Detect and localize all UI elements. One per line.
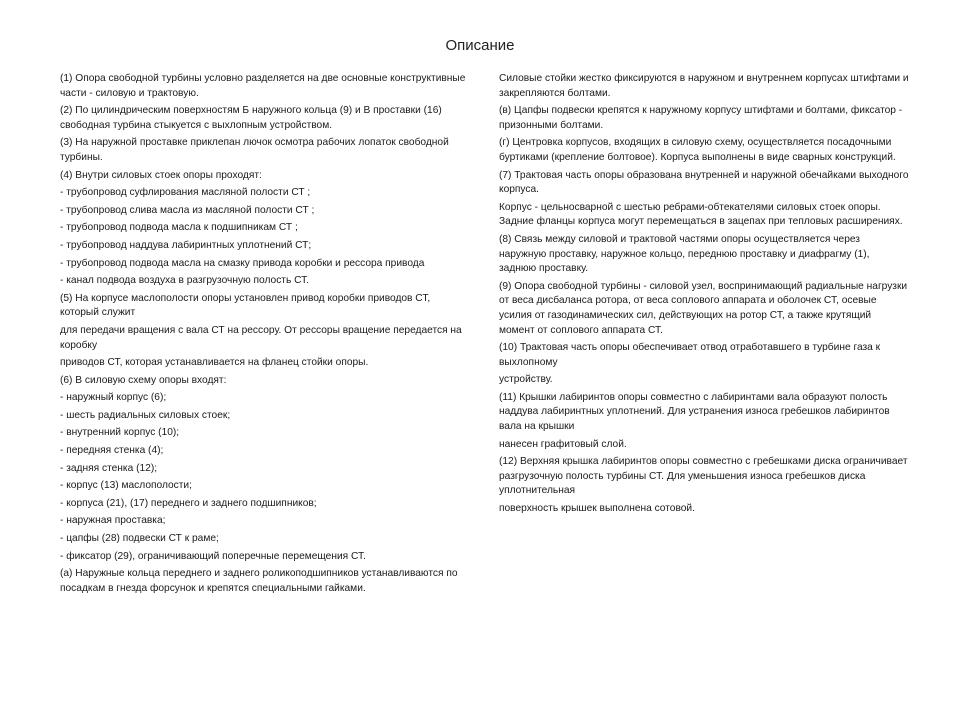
paragraph: (1) Опора свободной турбины условно разделяется на две основные конструктивные части - силовую и трактовую. [60,73,466,99]
paragraph: для передачи вращения с вала СТ на рессору. От рессоры вращение передается на коробку [60,324,462,351]
list-item: - канал подвода воздуха в разгрузочную полость СТ. [60,275,310,287]
paragraph: (12) Верхняя крышка лабиринтов опоры совместно с гребешками диска ограничивает разгрузочную полость турбины СТ. Для уменьшения износа гребешков диска уплотнительная [499,456,908,497]
list-item: - фиксатор (29), ограничивающий поперечные перемещения СТ. [60,550,366,562]
paragraph: Силовые стойки жестко фиксируются в наружном и внутреннем корпусах штифтами и закрепляются болтами. [499,73,909,99]
paragraph: (8) Связь между силовой и трактовой частями опоры осуществляется через наружную проставку, наружное кольцо, переднюю проставку и диафрагму (1), заднюю проставку. [499,233,870,275]
list-item: - корпуса (21), (17) переднего и заднего подшипников; [60,497,317,509]
paragraph: (6) В силовую схему опоры входят: [60,374,227,386]
paragraph: поверхность крышек выполнена сотовой. [499,503,695,515]
page-title: Описание [445,37,515,54]
paragraph: (г) Центровка корпусов, входящих в силовую схему, осуществляется посадочными буртиками (крепление болтовое). Корпуса выполнены в виде сварных конструкций. [499,137,896,163]
list-item: - трубопровод наддува лабиринтных уплотнений СТ; [60,239,312,251]
paragraph: (5) На корпусе маслополости опоры установлен привод коробки приводов СТ, который служит [60,292,431,319]
list-item: - трубопровод суфлирования масляной полости СТ ; [60,187,311,199]
list-item: - цапфы (28) подвески СТ к раме; [60,533,219,545]
list-item: - внутренний корпус (10); [60,427,180,439]
paragraph: (3) На наружной проставке приклепан лючок осмотра рабочих лопаток свободной турбины. [60,137,449,163]
paragraph: (11) Крышки лабиринтов опоры совместно с лабиринтами вала образуют полость наддува лабиринтных уплотнений. Для устранения износа гребешков лабиринтов вала на крышки [499,391,890,433]
paragraph: (2) По цилиндрическим поверхностям Б наружного кольца (9) и В проставки (16) свободная турбина стыкуется с выхлопным устройством. [60,105,442,131]
paragraph: (4) Внутри силовых стоек опоры проходят: [60,169,262,181]
list-item: - задняя стенка (12); [60,462,158,474]
paragraph: (9) Опора свободной турбины - силовой узел, воспринимающий радиальные нагрузки от веса дисбаланса ротора, от веса соплового аппарата и оболочек СТ, осевые усилия от газодинамических сил, действующих на ротор СТ, а также крутящий момент от соплового аппарата СТ. [499,280,908,336]
left-column [60,72,470,599]
list-item: - трубопровод подвода масла на смазку привода коробки и рессора привода [60,257,425,269]
paragraph: устройству. [499,374,553,386]
paragraph: (10) Трактовая часть опоры обеспечивает отвод отработавшего в турбине газа к выхлопному [499,342,881,368]
list-item: - передняя стенка (4); [60,445,164,457]
right-column [499,72,909,520]
paragraph: (7) Трактовая часть опоры образована внутренней и наружной обечайками выходного корпуса. [499,169,909,196]
list-item: - трубопровод подвода масла к подшипникам СТ ; [60,222,298,234]
list-item: - наружный корпус (6); [60,392,167,404]
list-item: - трубопровод слива масла из масляной полости СТ ; [60,204,315,216]
list-item: - корпус (13) маслополости; [60,480,192,492]
list-item: - шесть радиальных силовых стоек; [60,409,231,421]
paragraph: приводов СТ, которая устанавливается на фланец стойки опоры. [60,357,369,369]
list-item: - наружная проставка; [60,515,166,527]
paragraph: Корпус - цельносварной с шестью ребрами-обтекателями силовых стоек опоры. Задние фланцы корпуса могут перемещаться в зацепах при тепловых расширениях. [499,201,903,228]
paragraph: (а) Наружные кольца переднего и заднего роликоподшипников устанавливаются по посадкам в гнезда форсунок и крепятся специальными гайками. [60,568,458,594]
paragraph: (в) Цапфы подвески крепятся к наружному корпусу штифтами и болтами, фиксатор - призонными болтами. [499,105,903,131]
paragraph: нанесен графитовый слой. [499,438,627,450]
